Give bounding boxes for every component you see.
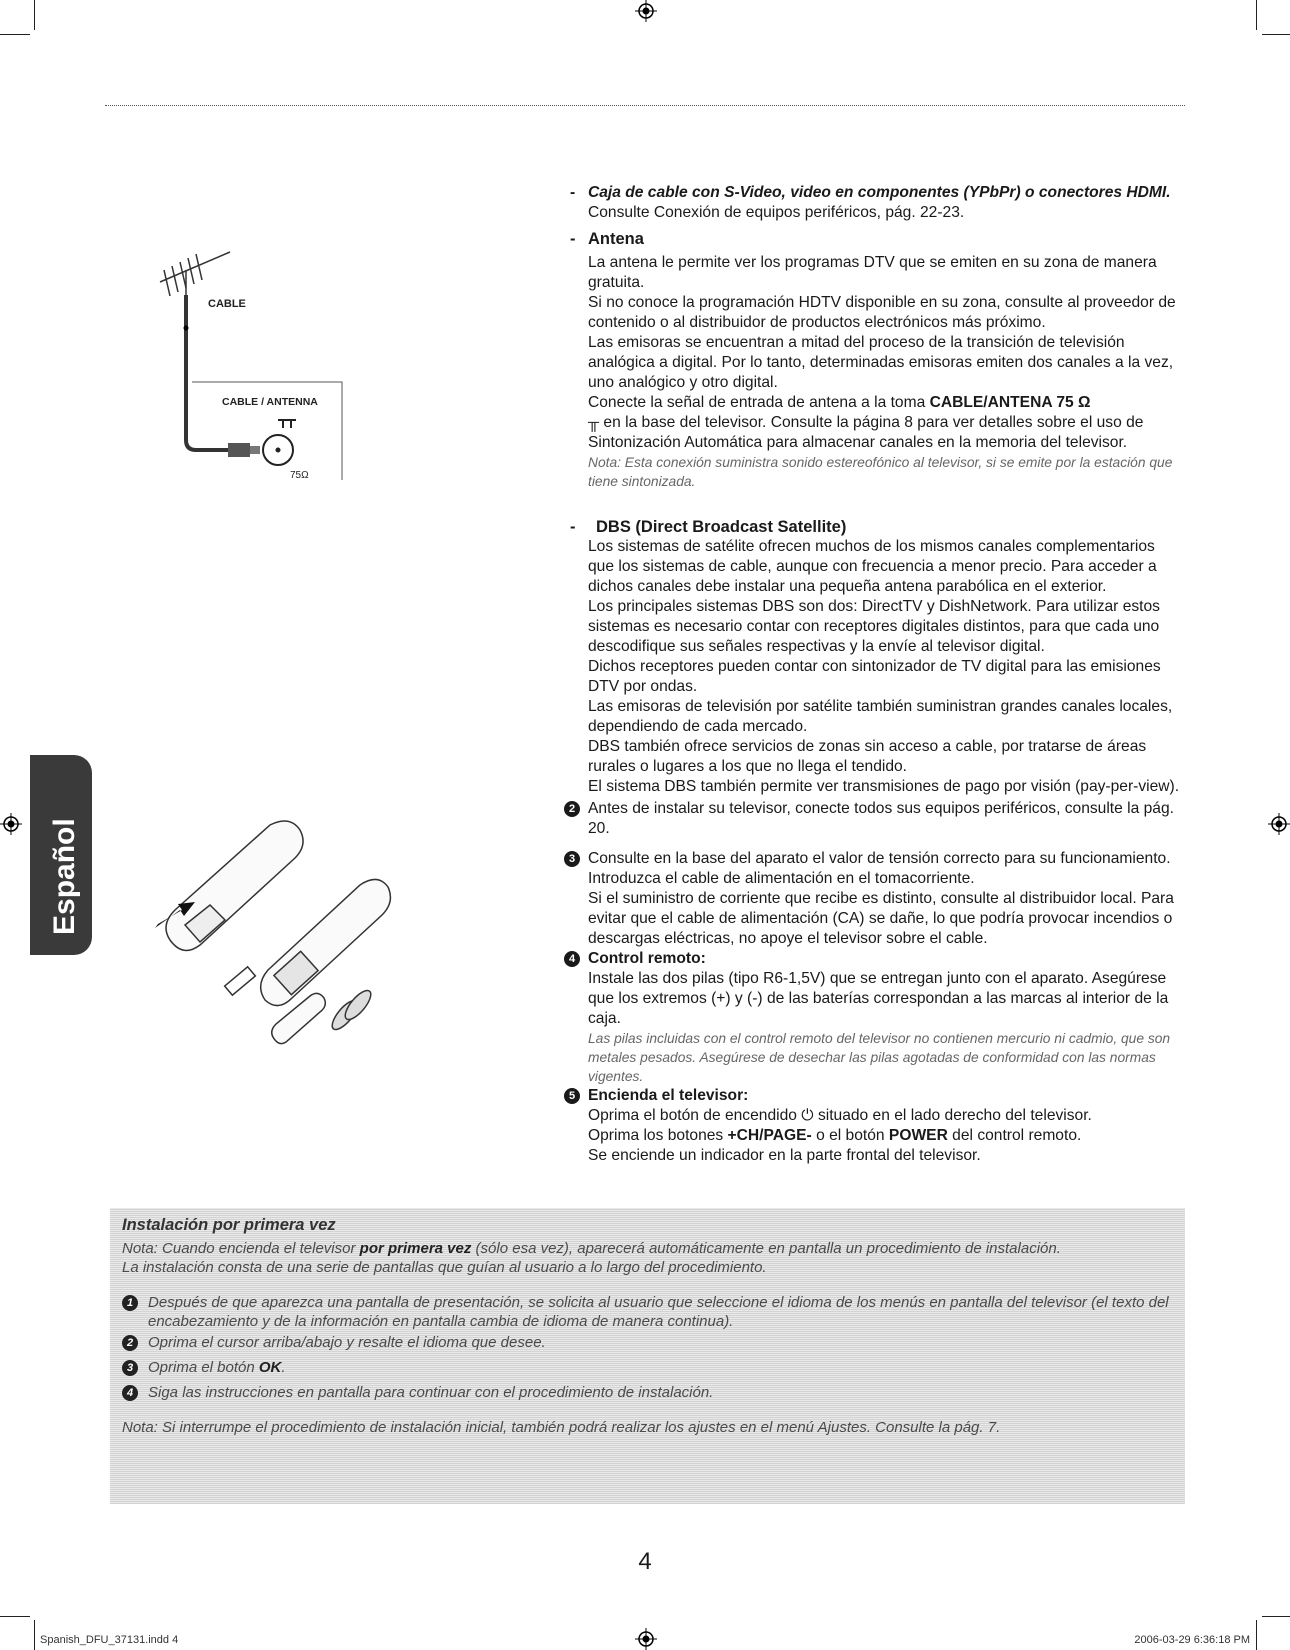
antenna-connection-diagram [150,250,360,480]
step-5-line2 [588,1126,1180,1146]
first-install-note3: Nota: Si interrumpe el procedimiento de instalación inicial, también podrá realizar los ajustes en el menú Ajustes. Consulte la pág. 7. [122,1419,1001,1436]
step-2-text: Antes de instalar su televisor, conecte todos sus equipos periféricos, consulte la pág. 20. [588,800,1174,837]
dbs-para5: DBS también ofrece servicios de zonas sin acceso a cable, por tratarse de áreas rurales o lugares a los que no llega el tendido. [588,738,1147,775]
footer-filename: Spanish_DFU_37131.indd 4 [40,1634,179,1646]
antena-para4-a: Conecte la señal de entrada de antena a la toma [588,394,930,411]
caja-rest: Consulte Conexión de equipos periféricos, pág. 22-23. [588,204,965,221]
crop-mark [34,1620,35,1650]
dbs-para3: Dichos receptores pueden contar con sintonizador de TV digital para las emisiones DTV por ondas. [588,658,1161,695]
ohm-label: 75Ω [290,470,309,480]
note1-bold: por primera vez [359,1240,472,1257]
cable-line [186,295,230,450]
install-step-2 [122,1333,1172,1352]
install-step-3 [122,1358,1172,1377]
step-4-heading: Control remoto: [588,950,706,967]
remote-back-icon [166,821,303,950]
step-number-badge: 1 [122,1295,138,1311]
antena-para3: Las emisoras se encuentran a mitad del proceso de la transición de televisión analógica a digital. Por lo tanto, determinadas emisoras emiten dos canales a la vez, uno analógico y otro digital. [588,334,1174,391]
antena-heading: Antena [588,230,644,248]
crop-mark [34,0,35,30]
footer-timestamp: 2006-03-29 6:36:18 PM [1134,1634,1250,1646]
install-step-4-text: Siga las instrucciones en pantalla para continuar con el procedimiento de instalación. [148,1384,714,1401]
ch-page-label: +CH/PAGE- [727,1127,812,1144]
first-install-note1 [122,1239,1172,1258]
install-step-3-b: . [281,1359,286,1376]
step-number-badge: 2 [564,801,580,817]
battery-icon [328,987,375,1034]
remote-front-icon [261,879,391,1005]
step-5-line2-a: Oprima los botones [588,1127,728,1144]
crop-mark [0,34,30,35]
antena-section [570,253,1180,491]
dbs-heading-row: - DBS (Direct Broadcast Satellite) [570,518,847,536]
install-step-1-text: Después de que aparezca una pantalla de presentación, se solicita al usuario que seleccione el idioma de los menús en pantalla del televisor (el texto del encabezamiento y de la información en pantalla cambia de idioma de manera continua). [148,1294,1169,1330]
registration-mark-icon [0,813,22,835]
step-3-text-a: Consulte en la base del aparato el valor de tensión correcto para su funcionamiento. Introduzca el cable de alimentación en el tomacorriente. [588,850,1171,887]
registration-mark-icon [1268,813,1290,835]
cable-label: CABLE [208,298,246,310]
step-number-badge: 5 [564,1088,580,1104]
step-5 [564,1086,1180,1166]
page-number: 4 [638,1548,652,1575]
note1-a: Nota: Cuando encienda el televisor [122,1240,360,1257]
ok-label: OK [258,1359,282,1376]
caja-item: - Caja de cable con S-Video, video en componentes (YPbPr) o conectores HDMI. Consulte Conexión de equipos periféricos, pág. 22-23. [570,184,1171,221]
install-step-4 [122,1383,1172,1402]
power-label: POWER [888,1127,948,1144]
coax-plug-icon [228,443,260,457]
install-step-1 [122,1293,1172,1331]
antena-heading-row: - Antena [570,230,644,248]
install-step-3-text [148,1358,1172,1377]
antena-jack-label: CABLE/ANTENA 75 Ω [929,394,1091,411]
step-number-badge: 4 [122,1385,138,1401]
first-install-note2: La instalación consta de una serie de pantallas que guían al usuario a lo largo del procedimiento. [122,1259,767,1276]
step-5-line3: Se enciende un indicador en la parte frontal del televisor. [588,1147,981,1164]
cable-antenna-label: CABLE / ANTENNA [222,396,318,408]
caja-title: Caja de cable con S-Video, video en componentes (YPbPr) o conectores HDMI. [588,184,1171,201]
registration-mark-icon [635,0,657,22]
step-3 [564,849,1180,949]
step-5-line1-a: Oprima el botón de encendido [588,1107,802,1124]
antenna-symbol-icon [278,420,296,428]
note1-b: (sólo esa vez), aparecerá automáticamente en pantalla un procedimiento de instalación. [471,1240,1061,1257]
crop-mark [0,1616,30,1617]
step-2 [564,799,1180,839]
step-number-badge: 3 [564,851,580,867]
dbs-heading: DBS (Direct Broadcast Satellite) [596,518,847,536]
header-rule [105,105,1185,106]
antena-para4-b: en la base del televisor. Consulte la página 8 para ver detalles sobre el uso de Sintonización Automática para almacenar canales en la memoria del televisor. [588,414,1144,451]
antena-para4 [588,393,1180,453]
crop-mark [1262,1616,1290,1617]
step-5-line1-b: situado en el lado derecho del televisor. [813,1107,1092,1124]
language-tab-label: Español [48,818,81,935]
registration-mark-icon [635,1628,657,1650]
step-5-line2-b: o el botón [811,1127,889,1144]
step-number-badge: 2 [122,1335,138,1351]
dbs-para6: El sistema DBS también permite ver transmisiones de pago por visión (pay-per-view). [588,778,1180,795]
crop-mark [1256,1620,1257,1650]
dbs-para4: Las emisoras de televisión por satélite también suministran grandes canales locales, dependiendo de cada mercado. [588,698,1173,735]
antena-note: Nota: Esta conexión suministra sonido estereofónico al televisor, si se emite por la estación que tiene sintonizada. [588,455,1173,489]
power-icon: ⏻ [801,1107,814,1124]
step-number-badge: 3 [122,1360,138,1376]
step-number-badge: 4 [564,951,580,967]
step-3-text-b: Si el suministro de corriente que recibe es distinto, consulte al distribuidor local. Para evitar que el cable de alimentación (CA) se dañe, lo que podría provocar incendios o descargas eléctricas, no apoye el televisor sobre el cable. [588,890,1174,947]
step-4-note: Las pilas incluidas con el control remoto del televisor no contienen mercurio ni cadmio, que son metales pesados. Asegúrese de desechar las pilas agotadas de conformidad con las normas vigentes. [588,1031,1171,1084]
dbs-para1: Los sistemas de satélite ofrecen muchos de los mismos canales complementarios que los sistemas de cable, aunque con frecuencia a menor precio. Para acceder a dichos canales debe instalar una pequeña antena parabólica en el exterior. [588,538,1157,595]
crop-mark [1262,34,1290,35]
step-5-line1 [588,1106,1180,1126]
dbs-para2: Los principales sistemas DBS son dos: DirectTV y DishNetwork. Para utilizar estos sistemas es necesario contar con receptores digitales distintos, para que cada uno descodifique sus señales respectivas y la envíe al televisor digital. [588,598,1160,655]
first-install-box [110,1208,1185,1504]
install-step-2-text: Oprima el cursor arriba/abajo y resalte el idioma que desee. [148,1334,546,1351]
remote-control-illustration [150,820,410,1080]
first-install-title: Instalación por primera vez [122,1216,336,1234]
step-5-line2-c: del control remoto. [947,1127,1082,1144]
step-4 [564,949,1180,1086]
antena-para1: La antena le permite ver los programas DTV que se emiten en su zona de manera gratuita. [588,254,1157,291]
step-4-text: Instale las dos pilas (tipo R6-1,5V) que se entregan junto con el aparato. Asegúrese que los extremos (+) y (-) de las baterías correspondan a las marcas al interior de la caja. [588,970,1169,1027]
antena-para2: Si no conoce la programación HDTV disponible en su zona, consulte al proveedor de contenido o al distribuidor de productos electrónicos más próximo. [588,294,1176,331]
antenna-glyph-icon: ╥ [588,414,604,431]
crop-mark [1256,0,1257,30]
main-text-column [570,183,1180,1166]
antenna-icon [160,252,230,296]
dbs-section [570,537,1180,797]
language-tab [30,755,92,955]
install-step-3-a: Oprima el botón [148,1359,259,1376]
step-5-heading: Encienda el televisor: [588,1087,749,1104]
